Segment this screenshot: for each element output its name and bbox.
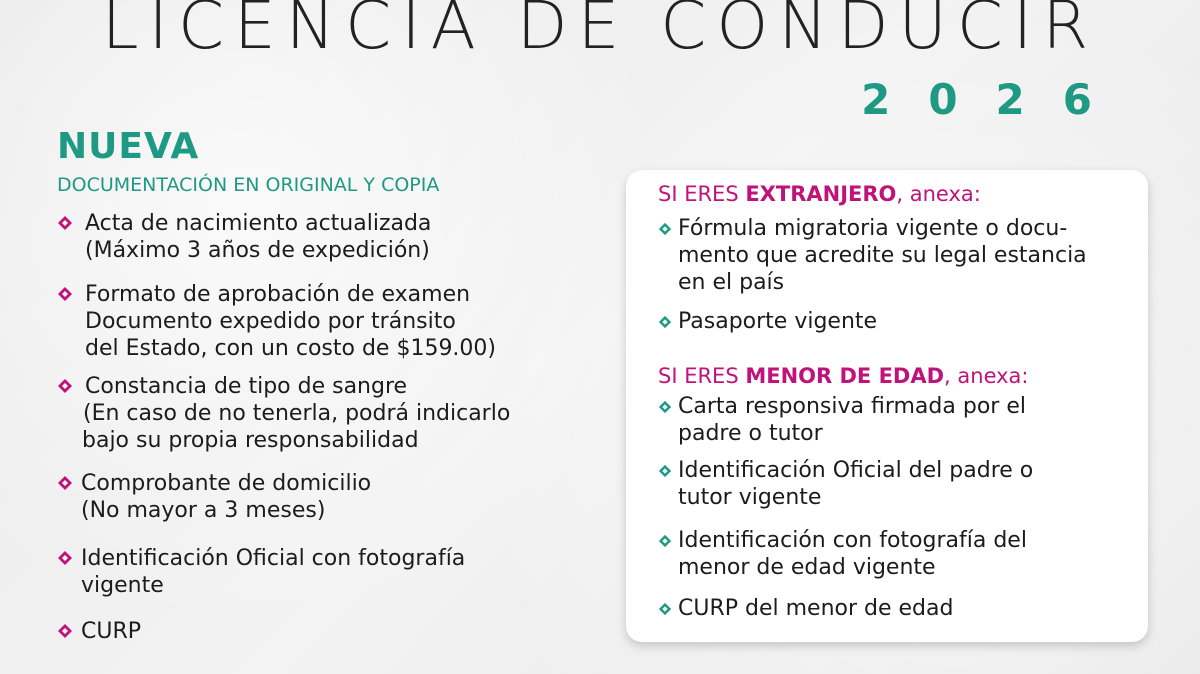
page-title: LICENCIA DE CONDUCIR xyxy=(101,0,1099,64)
extranjero-heading xyxy=(658,180,981,208)
diamond-bullet-icon xyxy=(658,602,672,616)
heading-suffix: , anexa: xyxy=(944,364,1029,388)
item-line: mento que acredite su legal estancia xyxy=(678,243,1087,268)
diamond-bullet-icon xyxy=(57,215,73,231)
heading-prefix: SI ERES xyxy=(658,364,746,388)
nueva-subtitle: DOCUMENTACIÓN EN ORIGINAL Y COPIA xyxy=(57,174,440,196)
heading-emphasis: EXTRANJERO xyxy=(745,182,897,206)
diamond-bullet-icon xyxy=(658,315,672,329)
item-line: (Máximo 3 años de expedición) xyxy=(85,238,430,263)
item-line: menor de edad vigente xyxy=(678,555,936,580)
diamond-bullet-icon xyxy=(57,286,73,302)
item-line: Documento expedido por tránsito xyxy=(85,309,456,334)
heading-prefix: SI ERES xyxy=(658,182,746,206)
diamond-bullet-icon xyxy=(658,400,672,414)
heading-suffix: , anexa: xyxy=(896,182,981,206)
item-line: Pasaporte vigente xyxy=(678,309,878,334)
item-line: CURP del menor de edad xyxy=(678,596,954,621)
diamond-bullet-icon xyxy=(57,378,73,394)
menor-heading xyxy=(658,362,1029,390)
item-line: (No mayor a 3 meses) xyxy=(81,498,326,523)
diamond-bullet-icon xyxy=(658,464,672,478)
item-line: Formato de aprobación de examen xyxy=(85,282,471,307)
item-line: Identificación Oficial del padre o xyxy=(678,458,1034,483)
heading-emphasis: MENOR DE EDAD xyxy=(745,364,945,388)
item-line: Carta responsiva firmada por el xyxy=(678,394,1026,419)
diamond-bullet-icon xyxy=(658,222,672,236)
diamond-bullet-icon xyxy=(57,550,73,566)
diamond-bullet-icon xyxy=(658,534,672,548)
item-line: vigente xyxy=(81,573,164,598)
year-label: 2026 xyxy=(861,75,1130,124)
item-line: Identificación con fotografía del xyxy=(678,528,1027,553)
requirements-card xyxy=(626,170,1148,642)
diamond-bullet-icon xyxy=(57,475,73,491)
diamond-bullet-icon xyxy=(57,623,73,639)
item-line: Identificación Oficial con fotografía xyxy=(81,546,466,571)
item-line: en el país xyxy=(678,270,785,295)
nueva-title: NUEVA xyxy=(57,126,200,167)
item-line: tutor vigente xyxy=(678,485,822,510)
item-line: Constancia de tipo de sangre xyxy=(85,374,408,399)
item-line: padre o tutor xyxy=(678,421,823,446)
nueva-section xyxy=(57,125,597,203)
item-line: bajo su propia responsabilidad xyxy=(82,428,419,453)
item-line: Fórmula migratoria vigente o docu- xyxy=(678,216,1068,241)
item-line: Acta de nacimiento actualizada xyxy=(85,211,432,236)
item-line: CURP xyxy=(81,619,142,644)
item-line: (En caso de no tenerla, podrá indicarlo xyxy=(83,401,511,426)
item-line: del Estado, con un costo de $159.00) xyxy=(85,336,497,361)
item-line: Comprobante de domicilio xyxy=(81,471,372,496)
